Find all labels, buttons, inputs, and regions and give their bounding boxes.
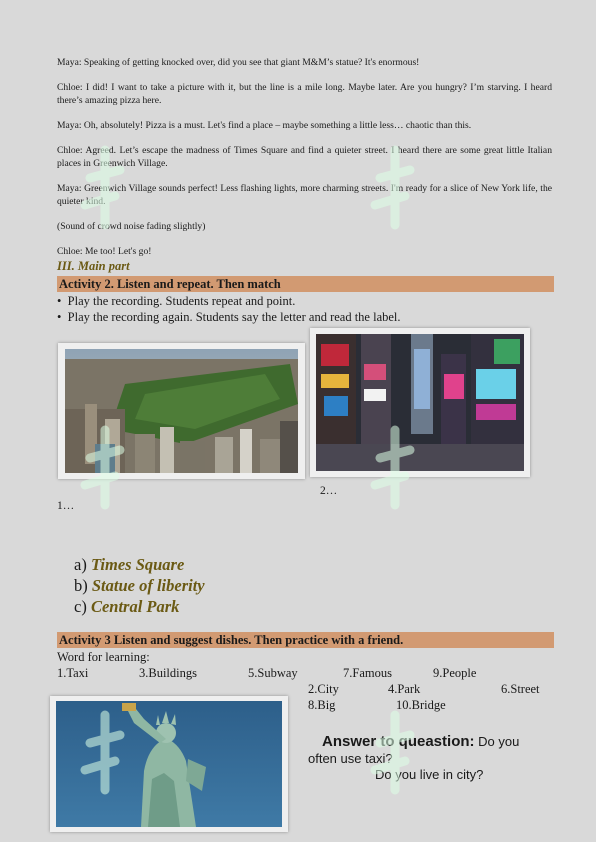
option-c: c) Central Park bbox=[74, 597, 180, 616]
word-6: 6.Street bbox=[501, 682, 540, 696]
activity2-title: Activity 2. Listen and repeat. Then match bbox=[57, 276, 554, 292]
dialogue-line-6: (Sound of crowd noise fading slightly) bbox=[57, 221, 206, 232]
photo-1-caption: 1… bbox=[57, 500, 75, 512]
option-b: b) Statue of liberity bbox=[74, 576, 205, 595]
dialogue-line-2: Chloe: I did! I want to take a picture with it, but the line is a mile long. Maybe later. Are you hungry? I’m starving. I heard there’s amazing pizza here. bbox=[57, 82, 552, 106]
word-4: 4.Park bbox=[388, 682, 421, 696]
word-9: 9.People bbox=[433, 666, 477, 680]
dialogue-line-1: Maya: Speaking of getting knocked over, did you see that giant M&M’s statue? It's enormous! bbox=[57, 57, 420, 68]
activity2-bullet-2: • Play the recording again. Students say the letter and read the label. bbox=[57, 310, 401, 324]
word-1: 1.Taxi bbox=[57, 666, 89, 680]
answer-line-1: Answer to queastion: Do you bbox=[322, 733, 520, 750]
main-part-heading: III. Main part bbox=[57, 259, 130, 273]
word-7: 7.Famous bbox=[343, 666, 392, 680]
dialogue-line-5: Maya: Greenwich Village sounds perfect! Less flashing lights, more charming streets. I'm ready for a slice of New York life, the quieter kind. bbox=[57, 183, 552, 207]
activity2-bullet-1: • Play the recording. Students repeat and point. bbox=[57, 294, 296, 308]
option-a: a) Times Square bbox=[74, 555, 185, 574]
word-3: 3.Buildings bbox=[139, 666, 197, 680]
dialogue-line-3: Maya: Oh, absolutely! Pizza is a must. Let's find a place – maybe something a little less… chaotic than this. bbox=[57, 120, 472, 131]
word-2: 2.City bbox=[308, 682, 339, 696]
word-5: 5.Subway bbox=[248, 666, 298, 680]
words-label: Word for learning: bbox=[57, 650, 150, 664]
answer-line-2: often use taxi? bbox=[308, 751, 393, 766]
word-10: 10.Bridge bbox=[396, 698, 446, 712]
answer-line-3: Do you live in city? bbox=[375, 767, 484, 782]
word-8: 8.Big bbox=[308, 698, 336, 712]
activity3-title: Activity 3 Listen and suggest dishes. Then practice with a friend. bbox=[57, 632, 554, 648]
photo-2-caption: 2… bbox=[320, 485, 338, 497]
dialogue-line-4: Chloe: Agreed. Let’s escape the madness of Times Square and find a quieter street. I heard there are some great little Italian places in Greenwich Village. bbox=[57, 145, 552, 169]
dialogue-line-7: Chloe: Me too! Let's go! bbox=[57, 246, 152, 257]
